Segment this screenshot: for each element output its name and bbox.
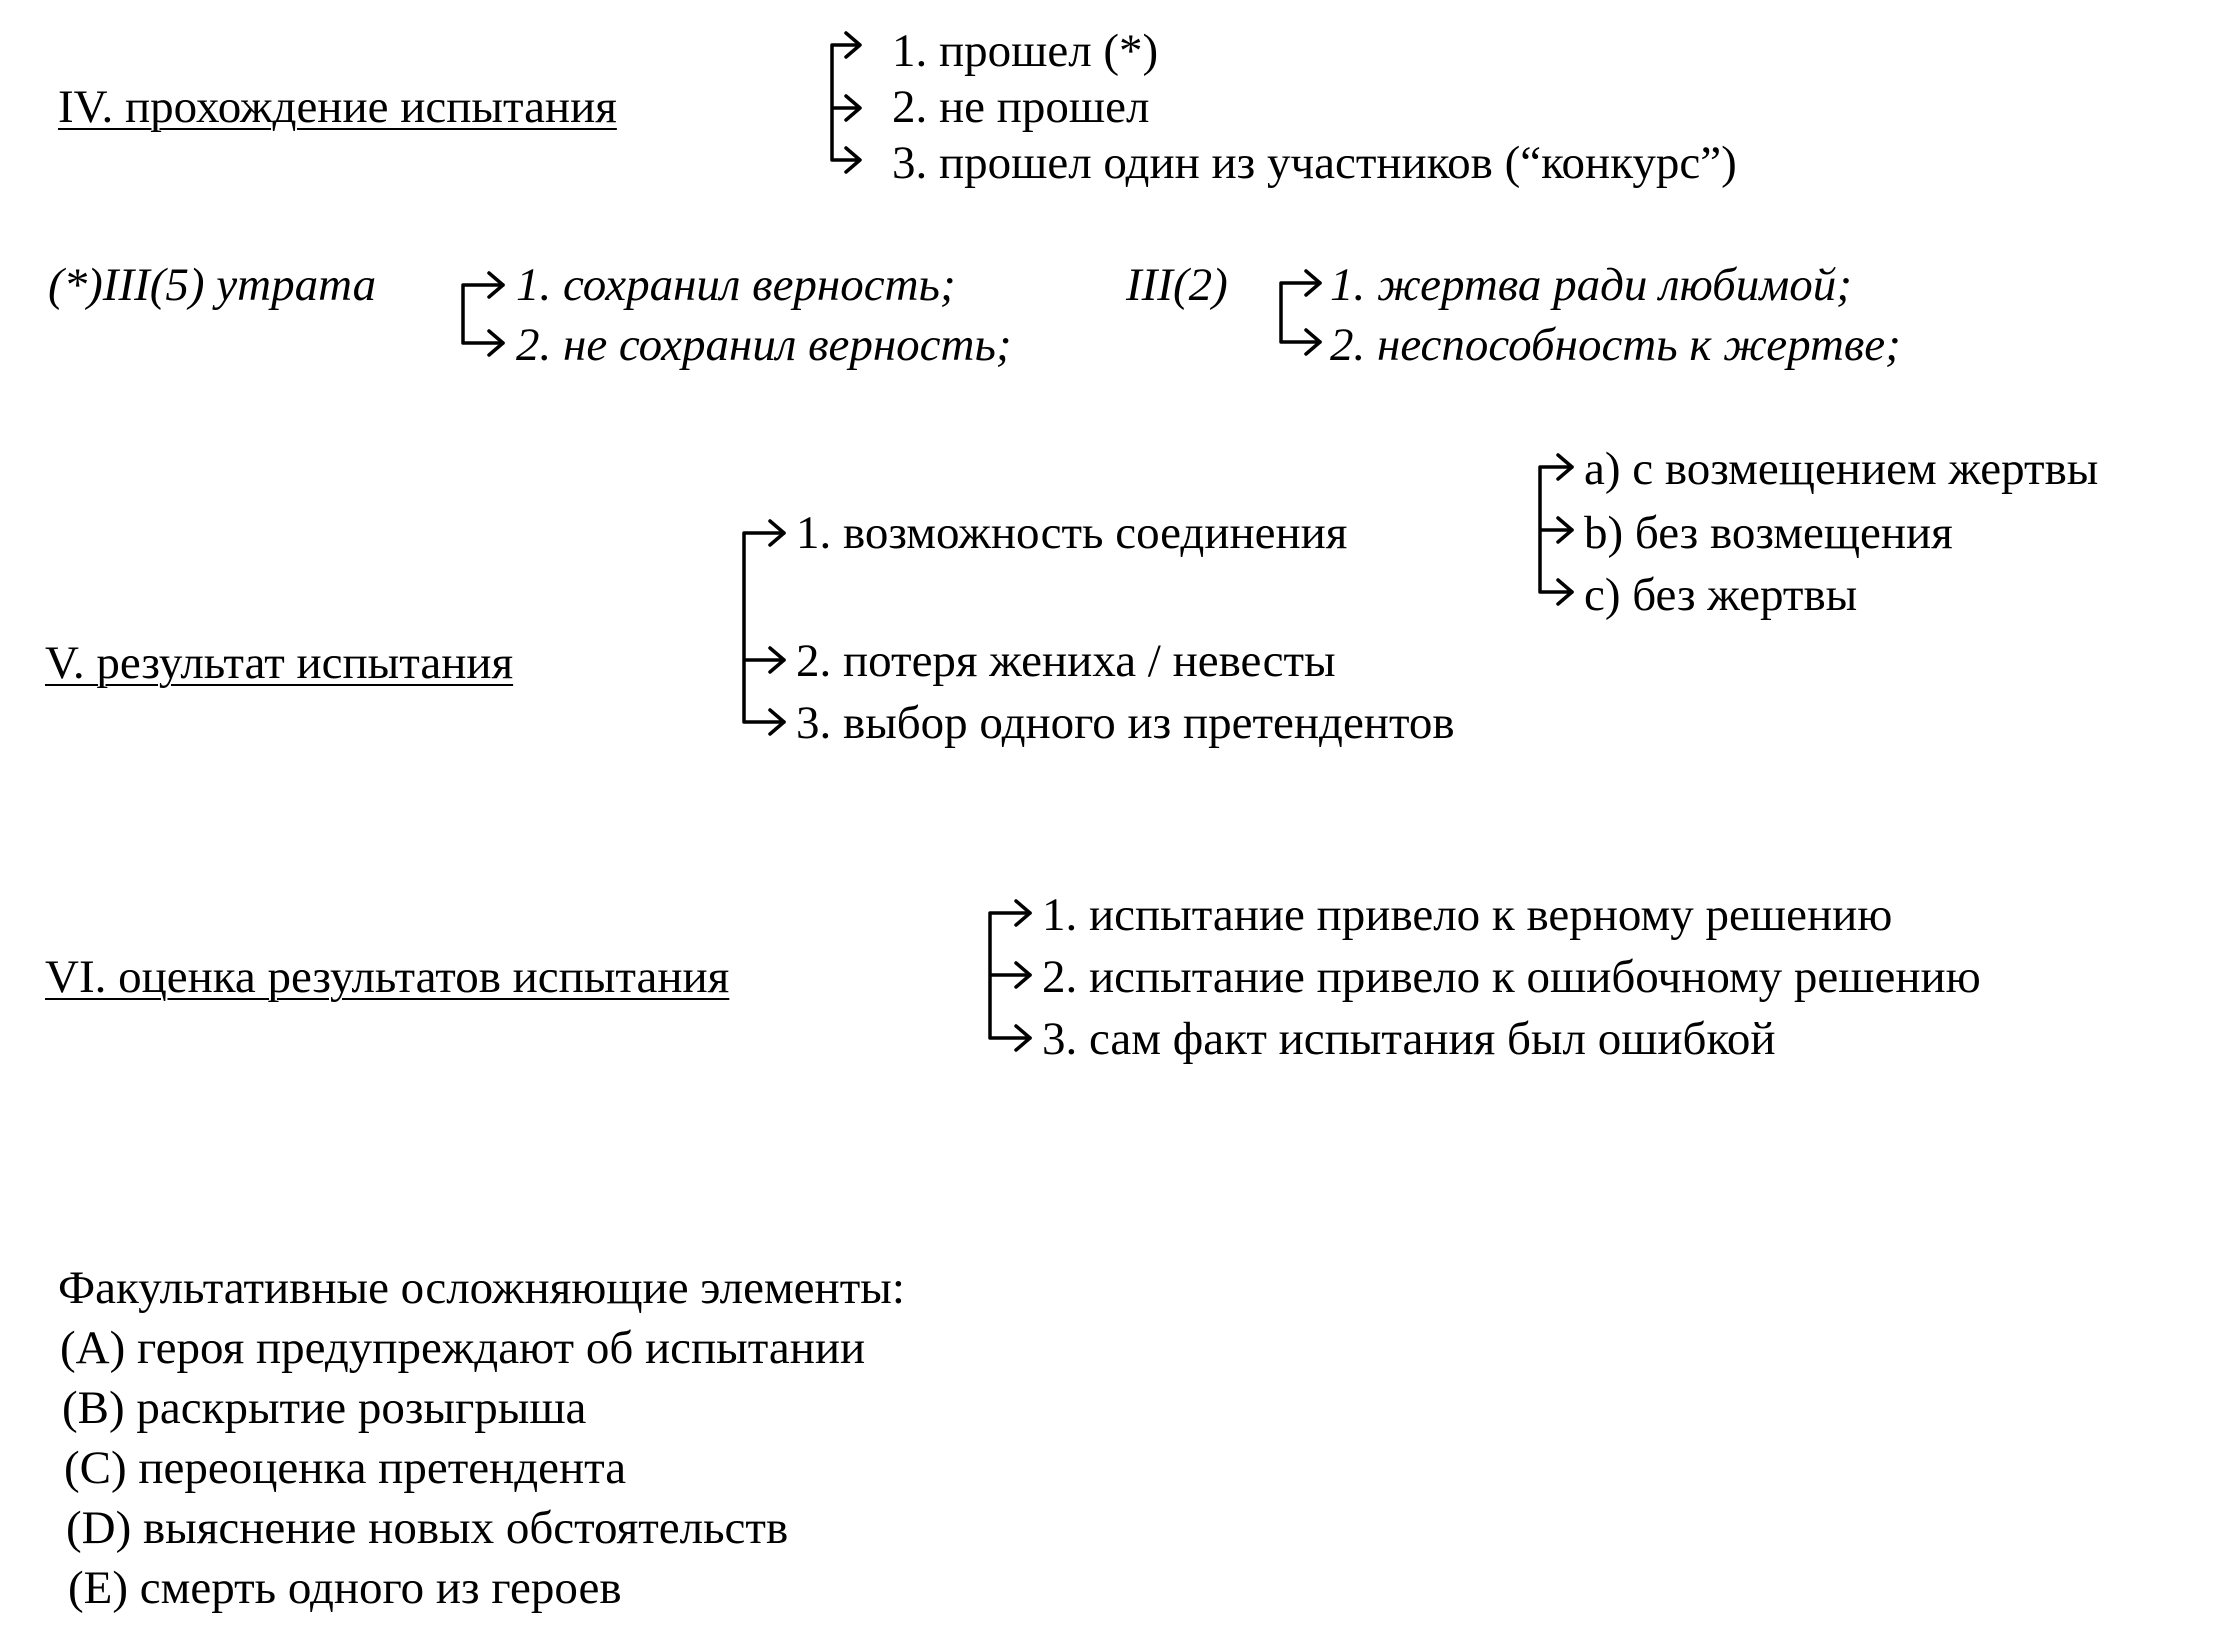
branch-loss-label: (*)III(5) утрата [48,259,377,311]
optional-elements-list [58,1258,905,1618]
optional-element-a: (A) героя предупреждают об испытании [60,1322,866,1374]
section-iv-option-3: 3. прошел один из участников (“конкурс”) [892,137,1737,189]
optional-element-e: (E) смерть одного из героев [68,1562,622,1614]
section-vi-option-2: 2. испытание привело к ошибочному решению [1042,951,1981,1003]
section-v-sub-option-c: c) без жертвы [1584,569,1858,621]
bracket-branch-loss [463,273,503,355]
branch-sacrifice-option-2: 2. неспособность к жертве; [1330,319,1901,371]
bracket-section-v-sub [1540,455,1572,604]
section-v-sub-option-a: a) с возмещением жертвы [1584,443,2099,495]
section-iv-option-1: 1. прошел (*) [892,25,1159,77]
section-v-sub-option-b: b) без возмещения [1584,507,1953,559]
branch-loss-option-2: 2. не сохранил верность; [516,319,1012,371]
optional-elements-heading: Факультативные осложняющие элементы: [58,1262,905,1314]
bracket-section-v [744,521,784,734]
bracket-branch-sacrifice [1281,271,1320,354]
section-vi-option-1: 1. испытание привело к верному решению [1042,889,1893,941]
branch-loss-option-1: 1. сохранил верность; [516,259,956,311]
section-iv-option-2: 2. не прошел [892,81,1150,133]
section-v-option-1: 1. возможность соединения [796,507,1348,559]
section-vi-option-3: 3. сам факт испытания был ошибкой [1042,1013,1776,1065]
section-v-option-2: 2. потеря жениха / невесты [796,635,1336,687]
section-vi-title: VI. оценка результатов испытания [45,951,730,1003]
section-iv-title: IV. прохождение испытания [58,81,617,133]
optional-element-d: (D) выяснение новых обстоятельств [66,1502,789,1554]
section-v-title: V. результат испытания [45,637,514,689]
optional-element-b: (B) раскрытие розыгрыша [62,1382,587,1434]
bracket-section-vi [990,901,1030,1050]
branch-sacrifice-label: III(2) [1126,259,1228,311]
bracket-section-iv [832,33,860,172]
branch-sacrifice-option-1: 1. жертва ради любимой; [1330,259,1852,311]
section-v-option-3: 3. выбор одного из претендентов [796,697,1455,749]
optional-element-c: (C) переоценка претендента [64,1442,627,1494]
